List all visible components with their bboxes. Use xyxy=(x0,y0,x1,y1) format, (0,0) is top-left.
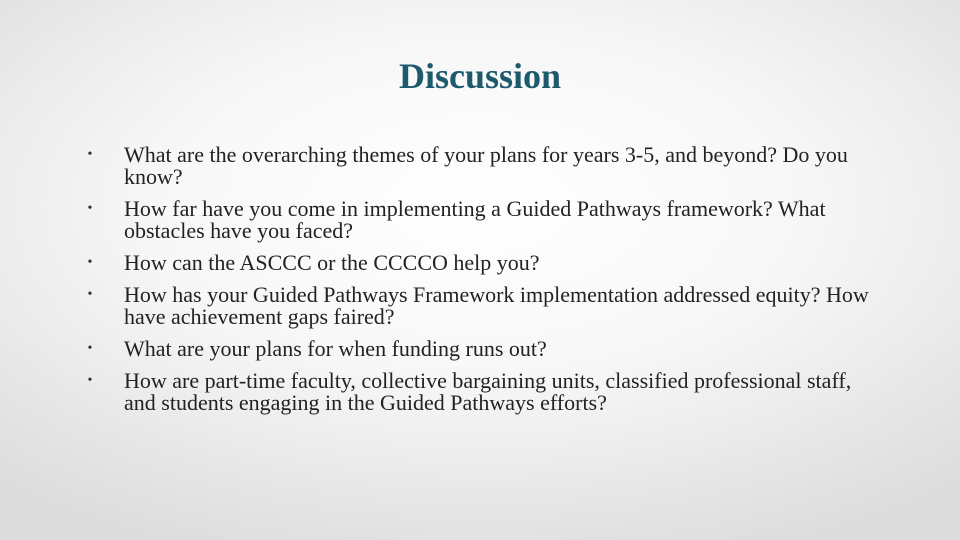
bullet-item xyxy=(84,252,884,274)
bullet-text: How has your Guided Pathways Framework implementation addressed equity? How have achievement gaps faired? xyxy=(124,282,869,329)
bullet-text: What are the overarching themes of your plans for years 3-5, and beyond? Do you know? xyxy=(124,142,848,189)
bullet-dot-icon: • xyxy=(87,341,93,356)
bullet-item xyxy=(84,370,884,414)
slide-title: Discussion xyxy=(398,56,562,96)
bullet-list xyxy=(84,144,884,424)
bullet-dot-icon: • xyxy=(87,287,93,302)
bullet-text: How are part-time faculty, collective bargaining units, classified professional staff, and students engaging in the Guided Pathways efforts? xyxy=(124,368,852,415)
bullet-item xyxy=(84,144,884,188)
bullet-dot-icon: • xyxy=(87,373,93,388)
bullet-text: What are your plans for when funding runs out? xyxy=(124,336,547,361)
bullet-dot-icon: • xyxy=(87,255,93,270)
bullet-item xyxy=(84,338,884,360)
bullet-text: How can the ASCCC or the CCCCO help you? xyxy=(124,250,540,275)
bullet-dot-icon: • xyxy=(87,147,93,162)
bullet-item xyxy=(84,198,884,242)
bullet-dot-icon: • xyxy=(87,201,93,216)
bullet-text: How far have you come in implementing a Guided Pathways framework? What obstacles have you faced? xyxy=(124,196,826,243)
bullet-item xyxy=(84,284,884,328)
